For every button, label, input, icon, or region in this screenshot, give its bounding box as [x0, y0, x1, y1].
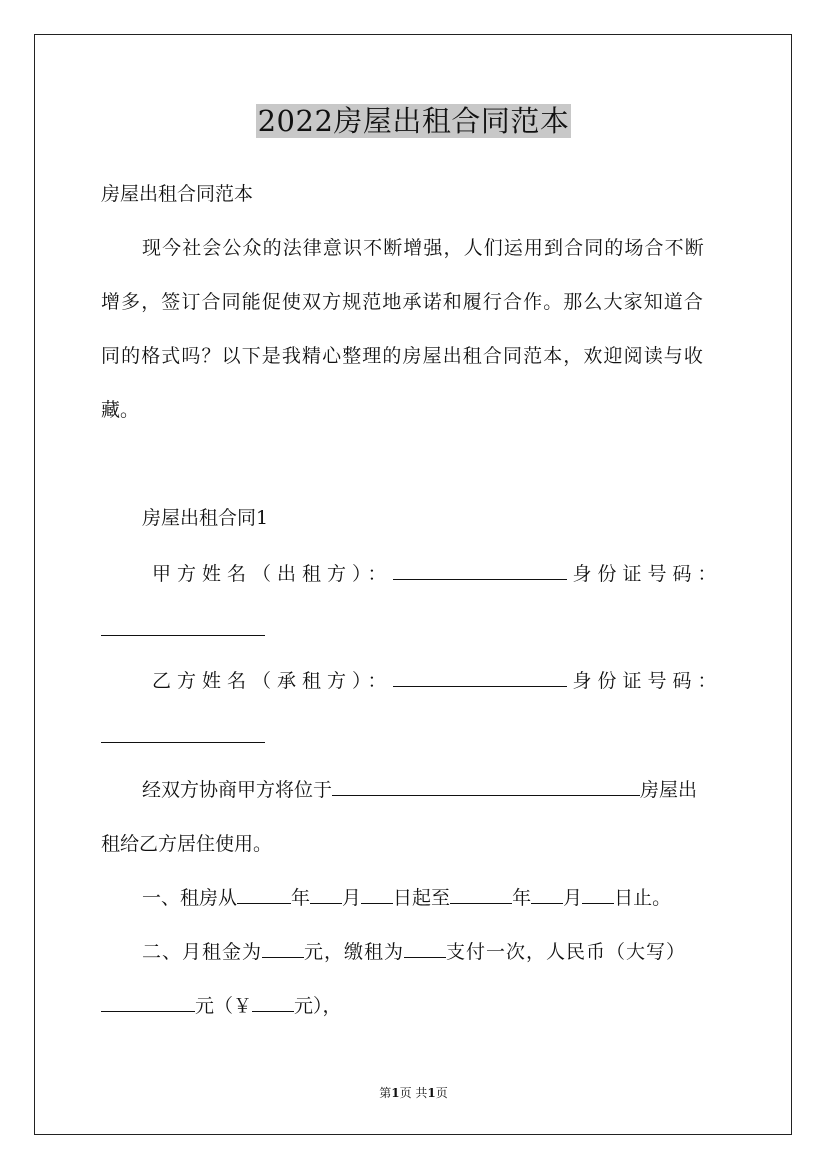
end-day-blank[interactable]	[582, 887, 614, 904]
page-footer	[0, 1085, 827, 1101]
doc-heading: 房屋出租合同范本	[101, 183, 254, 205]
party-a-row	[152, 562, 723, 586]
rent-number-blank[interactable]	[252, 995, 294, 1012]
monthly-rent-blank[interactable]	[262, 941, 304, 958]
party-b-name-blank[interactable]	[393, 670, 567, 687]
intro-line-1: 现今社会公众的法律意识不断增强，人们运用到合同的场合不断	[142, 237, 705, 259]
intro-line-4: 藏。	[101, 399, 140, 421]
day-end-label: 日止。	[614, 887, 672, 909]
footer-prefix: 第	[379, 1086, 392, 1100]
agreement-line-1	[142, 778, 697, 802]
party-a-name-blank[interactable]	[393, 563, 567, 580]
start-month-blank[interactable]	[310, 887, 342, 904]
year-label: 年	[291, 887, 311, 909]
page-number: 1	[391, 1086, 400, 1100]
rent-words-blank[interactable]	[101, 995, 195, 1012]
intro-line-3: 同的格式吗？以下是我精心整理的房屋出租合同范本，欢迎阅读与收	[101, 345, 705, 367]
document-title: 2022房屋出租合同范本	[257, 104, 570, 138]
footer-mid: 页 共	[399, 1086, 428, 1100]
property-address-blank[interactable]	[332, 779, 640, 796]
rent-line-2	[101, 994, 342, 1018]
payment-period-blank[interactable]	[404, 941, 446, 958]
intro-line-2: 增多，签订合同能促使双方规范地承诺和履行合作。那么大家知道合	[101, 291, 705, 313]
rent-words-label: 支付一次，人民币（大写）	[446, 941, 687, 963]
footer-suffix: 页	[435, 1086, 448, 1100]
start-year-blank[interactable]	[237, 887, 291, 904]
agreement-text: 经双方协商甲方将位于	[142, 779, 333, 801]
end-month-blank[interactable]	[531, 887, 563, 904]
end-month-label: 月	[563, 887, 583, 909]
term-label: 一、租房从	[142, 887, 238, 909]
party-a-id-blank[interactable]	[101, 619, 265, 636]
party-a-id-label: 身份证号码：	[572, 563, 723, 585]
day-from-label: 日起至	[393, 887, 451, 909]
party-b-id-blank[interactable]	[101, 726, 265, 743]
contract-title: 房屋出租合同1	[142, 507, 269, 529]
start-day-blank[interactable]	[361, 887, 393, 904]
rent-close-label: 元），	[294, 995, 342, 1017]
party-a-label: 甲方姓名（出租方）：	[152, 563, 393, 585]
term-line	[142, 886, 671, 910]
party-b-row	[152, 669, 723, 693]
agreement-line-2: 租给乙方居住使用。	[101, 833, 273, 855]
party-a-id-row	[101, 618, 265, 642]
end-year-blank[interactable]	[450, 887, 512, 904]
page-total: 1	[427, 1086, 436, 1100]
party-b-id-row	[101, 725, 265, 749]
party-b-id-label: 身份证号码：	[572, 670, 723, 692]
month-label: 月	[342, 887, 362, 909]
end-year-label: 年	[512, 887, 532, 909]
agreement-text-tail: 房屋出	[640, 779, 698, 801]
party-b-label: 乙方姓名（承租方）：	[152, 670, 393, 692]
rent-yuan-label: 元（￥	[195, 995, 253, 1017]
rent-unit-label: 元，缴租为	[304, 941, 405, 963]
rent-label: 二、月租金为	[142, 941, 263, 963]
rent-line-1	[142, 940, 686, 964]
